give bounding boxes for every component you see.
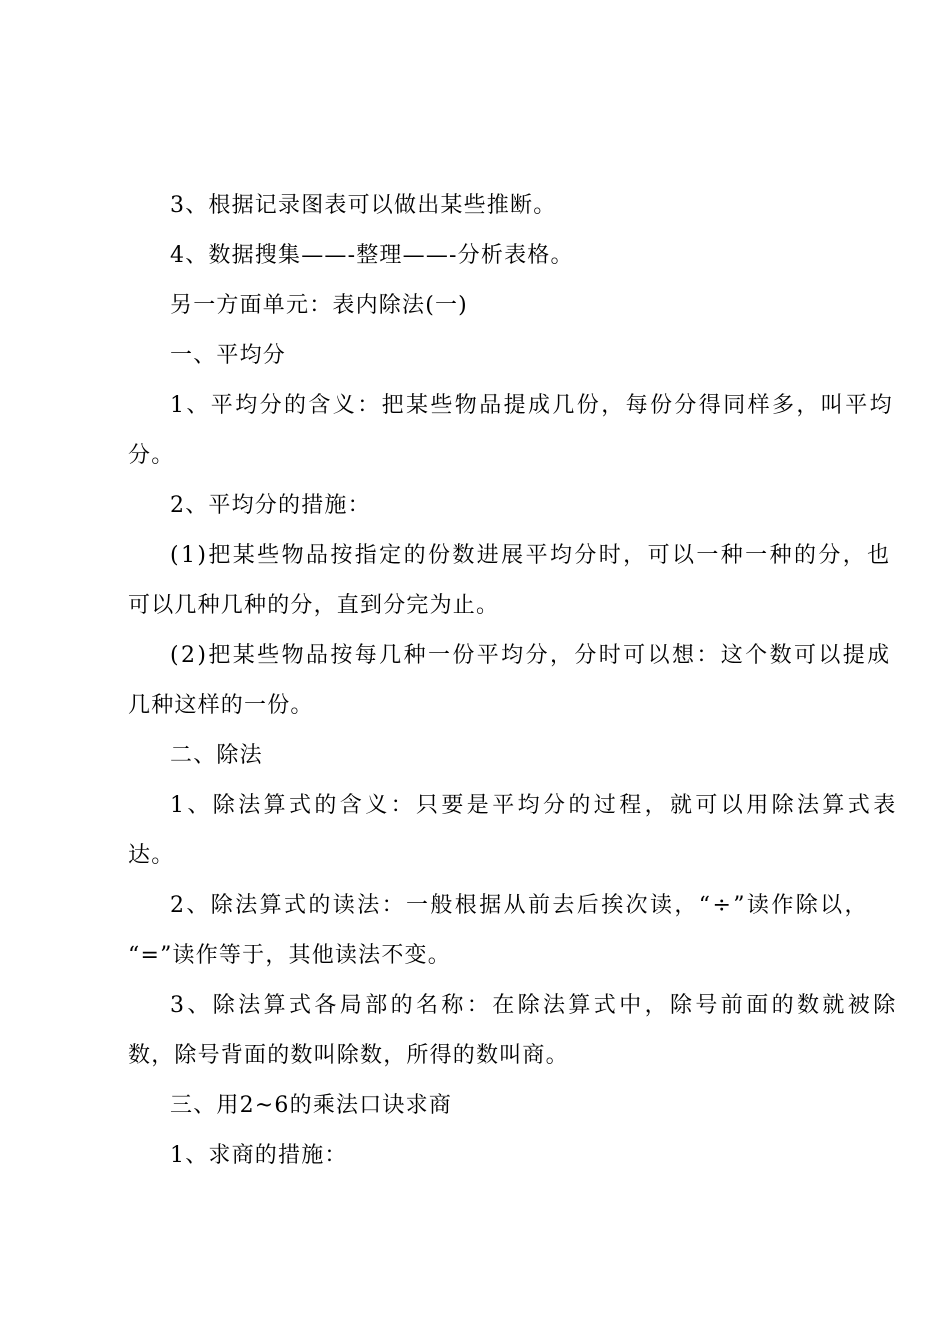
paragraph-division-reading: 2、除法算式的读法：一般根据从前去后挨次读，“÷”读作除以， <box>170 893 869 918</box>
section-heading-equal-division: 一、平均分 <box>170 343 287 368</box>
paragraph-method-1-cont: 可以几种几种的分，直到分完为止。 <box>128 593 500 618</box>
paragraph-division-parts-cont: 数，除号背面的数叫除数，所得的数叫商。 <box>128 1043 569 1068</box>
paragraph-equal-division-meaning: 1、平均分的含义：把某些物品提成几份，每份分得同样多，叫平均 <box>170 393 894 418</box>
paragraph-division-parts: 3、除法算式各局部的名称：在除法算式中，除号前面的数就被除 <box>170 993 899 1018</box>
paragraph-equal-division-methods: 2、平均分的措施： <box>170 493 371 518</box>
paragraph-4-data-collection: 4、数据搜集——-整理——-分析表格。 <box>170 243 574 268</box>
paragraph-equal-division-meaning-cont: 分。 <box>128 443 175 468</box>
unit-heading: 另一方面单元：表内除法(一) <box>170 293 468 318</box>
section-heading-division: 二、除法 <box>170 743 263 768</box>
section-heading-multiplication-table: 三、用2~6的乘法口诀求商 <box>170 1093 453 1118</box>
paragraph-method-2-cont: 几种这样的一份。 <box>128 693 314 718</box>
paragraph-method-1: (1)把某些物品按指定的份数进展平均分时，可以一种一种的分，也 <box>170 543 892 568</box>
paragraph-3-chart-inference: 3、根据记录图表可以做出某些推断。 <box>170 193 557 218</box>
paragraph-division-meaning: 1、除法算式的含义：只要是平均分的过程，就可以用除法算式表 <box>170 793 899 818</box>
paragraph-method-2: (2)把某些物品按每几种一份平均分，分时可以想：这个数可以提成 <box>170 643 892 668</box>
paragraph-division-reading-cont: “=”读作等于，其他读法不变。 <box>128 943 451 968</box>
paragraph-division-meaning-cont: 达。 <box>128 843 175 868</box>
paragraph-quotient-methods: 1、求商的措施： <box>170 1143 348 1168</box>
